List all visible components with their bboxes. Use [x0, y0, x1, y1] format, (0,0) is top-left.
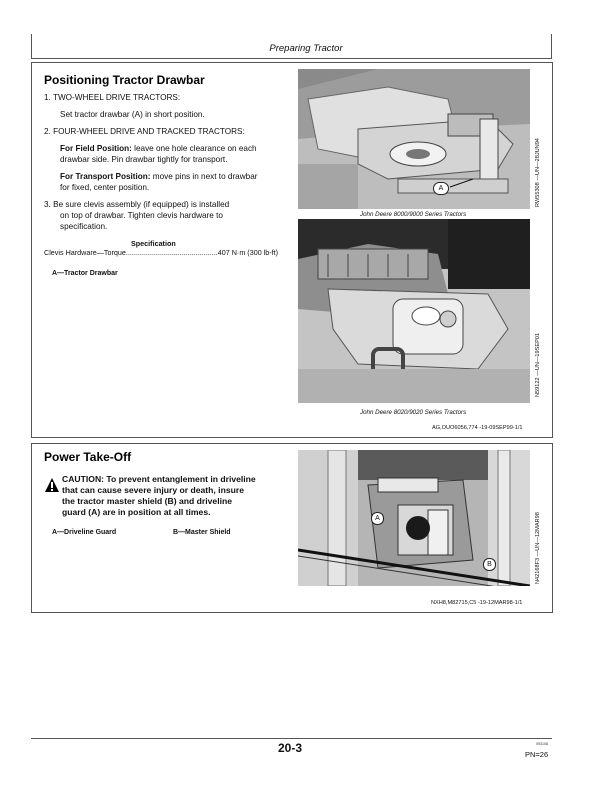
pto-title: Power Take-Off — [44, 450, 132, 464]
footer-pn: PN=26 — [525, 750, 549, 759]
drawbar-section — [31, 62, 553, 438]
drawbar-callout-a — [433, 182, 449, 195]
field-position-line1 — [60, 144, 257, 154]
drawbar-title: Positioning Tractor Drawbar — [44, 73, 205, 87]
transport-position-line1 — [60, 172, 257, 182]
page-header-title: Preparing Tractor — [269, 43, 343, 54]
photo2-code: N59122 —UN—19SEP01 — [535, 332, 541, 397]
drawbar-illustration-1 — [298, 69, 530, 209]
header-rule-bottom — [31, 58, 552, 59]
drawbar-legend-a: A—Tractor Drawbar — [52, 270, 118, 277]
photo1-code: RW55308 —UN—28JUN94 — [535, 138, 541, 207]
pto-ref-code: NXH8,M82715,C5 -19-12MAR98-1/1 — [431, 600, 523, 606]
transport-position-text: move pins in next to drawbar — [150, 172, 258, 181]
drawbar-callout-a-label: A — [438, 185, 444, 192]
pto-photo — [298, 450, 530, 586]
spec-heading: Specification — [131, 239, 176, 248]
drawbar-illustration-2 — [298, 219, 530, 403]
field-position-text: leave one hole clearance on each — [131, 144, 257, 153]
pto-callout-a — [371, 512, 384, 525]
footer-rule — [31, 738, 552, 739]
spec-row: Clevis Hardware—Torque..............................................407 N·m (300 lb-ft) — [44, 248, 279, 257]
drawbar-item-1: 1. TWO-WHEEL DRIVE TRACTORS: — [44, 93, 181, 102]
pto-legend-a: A—Driveline Guard — [52, 529, 117, 536]
transport-position-line2: for fixed, center position. — [60, 183, 150, 192]
field-position-line2: drawbar side. Pin drawbar tightly for transport. — [60, 155, 228, 164]
caution-line4: guard (A) are in position at all times. — [62, 507, 211, 517]
photo2-caption: John Deere 8020/9020 Series Tractors — [360, 409, 467, 416]
pto-callout-b — [483, 558, 496, 571]
drawbar-item-3-line2: on top of drawbar. Tighten clevis hardware to — [60, 211, 223, 220]
pto-callout-a-label: A — [375, 515, 380, 522]
page-number: 20-3 — [278, 741, 303, 755]
pto-section — [31, 443, 553, 613]
drawbar-photo-8000 — [298, 69, 530, 209]
drawbar-photo-8020 — [298, 219, 530, 403]
transport-position-label: For Transport Position: — [60, 172, 151, 181]
drawbar-item-3-line3: specification. — [60, 222, 108, 231]
caution-line3: the tractor master shield (B) and driveline — [62, 496, 233, 506]
drawbar-item-2: 2. FOUR-WHEEL DRIVE AND TRACKED TRACTORS: — [44, 127, 245, 136]
pto-callout-b-label: B — [487, 561, 492, 568]
footer-tiny-code: 093108 — [536, 742, 548, 746]
field-position-label: For Field Position: — [60, 144, 132, 153]
caution-line2: that can cause severe injury or death, insure — [62, 485, 244, 495]
pto-legend-b: B—Master Shield — [173, 529, 231, 536]
drawbar-item-3-line1: 3. Be sure clevis assembly (if equipped) is installed — [44, 200, 230, 209]
drawbar-item-1-sub: Set tractor drawbar (A) in short position. — [60, 110, 205, 119]
caution-line1: CAUTION: To prevent entanglement in driveline — [62, 474, 256, 484]
drawbar-ref-code: AG,OUO6056,774 -19-09SEP99-1/1 — [432, 425, 523, 431]
warning-triangle-icon — [44, 477, 60, 493]
photo1-caption: John Deere 8000/9000 Series Tractors — [360, 211, 467, 218]
pto-photo-code: N42168F3 —UN—12MAR98 — [535, 512, 541, 584]
